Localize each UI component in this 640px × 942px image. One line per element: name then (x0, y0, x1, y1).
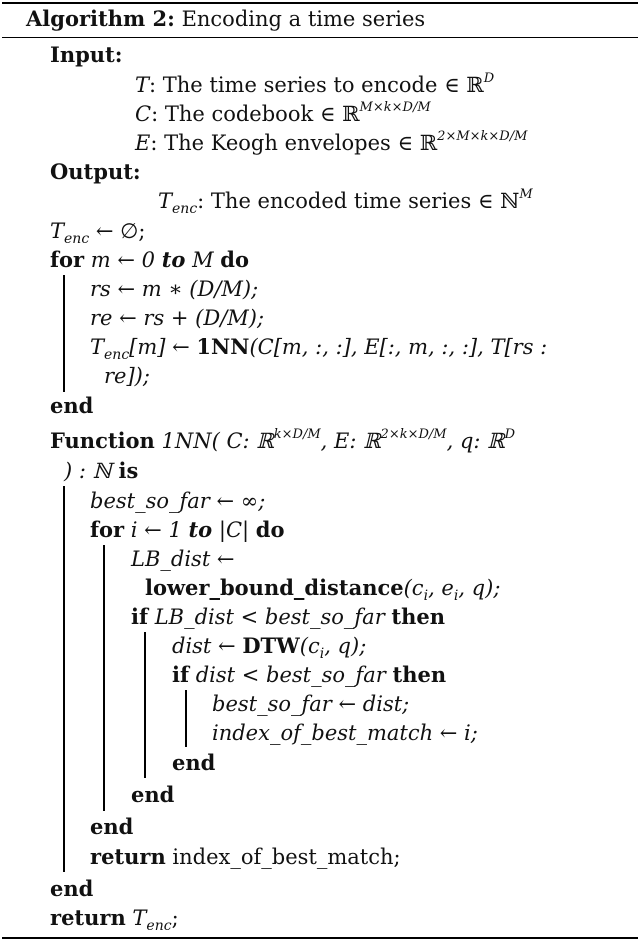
for-inner-expr: i ← 1 (124, 518, 189, 542)
init-rest: ← ∅; (89, 219, 146, 243)
idx-update-line: index_of_best_match ← i; (212, 721, 478, 745)
lbd-sub-2: i (453, 588, 459, 605)
bsf-update-line: best_so_far ← dist; (212, 692, 410, 716)
algorithm-title: Encoding a time series (181, 7, 426, 31)
end-function: end (50, 876, 94, 901)
for-outer-expr: m ← 0 (84, 248, 162, 272)
assign-line (90, 334, 548, 364)
init-symbol: T (50, 219, 65, 243)
lb-assign-line: LB_dist ← (131, 547, 235, 571)
re-line: re ← rs + (D/M); (90, 306, 265, 330)
to-keyword: to (161, 247, 186, 272)
for-outer-scope-bar (63, 275, 65, 392)
return-inner-value: index_of_best_match; (165, 845, 401, 869)
input-t-sup: D (483, 71, 495, 86)
dtw-end: , q); (324, 634, 367, 658)
for-inner-scope-bar (103, 545, 105, 811)
function-sig-4: ) : ℕ (64, 459, 119, 483)
input-c-symbol: C (135, 102, 152, 126)
input-e-desc: : The Keogh envelopes ∈ ℝ (150, 131, 438, 155)
assign-symbol: T (90, 335, 105, 359)
input-e-symbol: E (135, 131, 151, 155)
return-outer-symbol: T (125, 906, 147, 930)
if2-cond: dist < best_so_far (189, 663, 393, 687)
caption-rule (2, 37, 638, 38)
input-c-desc: : The codebook ∈ ℝ (151, 102, 360, 126)
lbd-end: , q); (458, 576, 501, 600)
for-outer-line (50, 247, 249, 273)
if1-keyword: if (131, 604, 149, 629)
if2-keyword: if (172, 662, 190, 687)
is-keyword: is (118, 458, 139, 483)
then1-keyword: then (391, 604, 446, 629)
function-sup-1: k×D/M (273, 427, 321, 442)
do-inner-keyword: do (255, 517, 285, 542)
if1-line (131, 604, 445, 630)
assign-pre: [m] ← (129, 335, 197, 359)
lbd-args: (c (403, 576, 424, 600)
if1-cond: LB_dist < best_so_far (148, 605, 392, 629)
rs-line: rs ← m ∗ (D/M); (90, 277, 259, 301)
lbd-sub-1: i (423, 588, 429, 605)
end-outer-for: end (50, 393, 94, 418)
function-line-cont (64, 458, 138, 484)
output-header: Output: (50, 159, 141, 184)
top-rule (2, 2, 638, 4)
assign-sub: enc (104, 347, 130, 364)
then2-keyword: then (392, 662, 447, 687)
dist-assign: dist ← (172, 634, 243, 658)
input-t-line (135, 72, 494, 98)
input-e-line (135, 130, 527, 156)
assign-line-cont: re]); (104, 364, 150, 388)
function-sup-3: D (504, 427, 516, 442)
return-outer-line (50, 905, 179, 935)
dtw-function: DTW (242, 633, 300, 658)
dtw-args: (c (299, 634, 320, 658)
function-sup-2: 2×k×D/M (380, 427, 447, 442)
bsf-init-line: best_so_far ← ∞; (90, 489, 266, 513)
output-sup: M (519, 187, 533, 202)
return-outer-sub: enc (146, 918, 172, 935)
do-keyword: do (220, 247, 249, 272)
input-header: Input: (50, 42, 123, 67)
function-keyword: Function (50, 428, 155, 453)
function-sig-2: , E: ℝ (320, 429, 381, 453)
input-c-sup: M×k×D/M (359, 100, 431, 115)
input-c-line (135, 101, 431, 127)
output-desc: : The encoded time series ∈ ℕ (197, 189, 520, 213)
if2-line (172, 662, 446, 688)
dtw-sub: i (319, 646, 325, 663)
return-inner-line (90, 844, 401, 870)
assign-args: (C[m, :, :], E[:, m, :, :], T[rs : (249, 335, 548, 359)
output-sub: enc (172, 201, 198, 218)
init-line (50, 218, 146, 248)
algorithm-caption (26, 6, 425, 32)
for-keyword: for (50, 247, 85, 272)
output-line (158, 187, 533, 218)
if1-scope-bar (144, 632, 146, 778)
for-inner-bound: |C| (212, 518, 256, 542)
return-keyword: return (90, 844, 166, 869)
end-if2: end (172, 750, 216, 775)
algorithm-label: Algorithm 2: (26, 6, 175, 31)
input-t-desc: : The time series to encode ∈ ℝ (149, 73, 484, 97)
function-scope-bar (63, 486, 65, 872)
input-e-sup: 2×M×k×D/M (437, 129, 528, 144)
return-outer-keyword: return (50, 905, 126, 930)
assign-fn: 1NN (196, 334, 250, 359)
return-outer-rest: ; (171, 906, 179, 930)
lbd-mid: , e (428, 576, 454, 600)
output-symbol: T (158, 189, 173, 213)
if2-scope-bar (185, 690, 187, 747)
bottom-rule (2, 937, 638, 939)
init-sub: enc (64, 231, 90, 248)
for-outer-bound: M (185, 248, 221, 272)
lbd-function: lower_bound_distance (145, 575, 404, 600)
function-sig-3: , q: ℝ (446, 429, 505, 453)
end-inner-for: end (90, 814, 134, 839)
dtw-line (172, 633, 367, 663)
end-if1: end (131, 782, 175, 807)
to-inner-keyword: to (188, 517, 213, 542)
input-t-symbol: T (135, 73, 150, 97)
function-line (50, 428, 515, 454)
for-inner-line (90, 517, 284, 543)
lbd-call-line (145, 575, 501, 605)
function-sig-1: 1NN( C: ℝ (154, 429, 274, 453)
for-inner-keyword: for (90, 517, 125, 542)
